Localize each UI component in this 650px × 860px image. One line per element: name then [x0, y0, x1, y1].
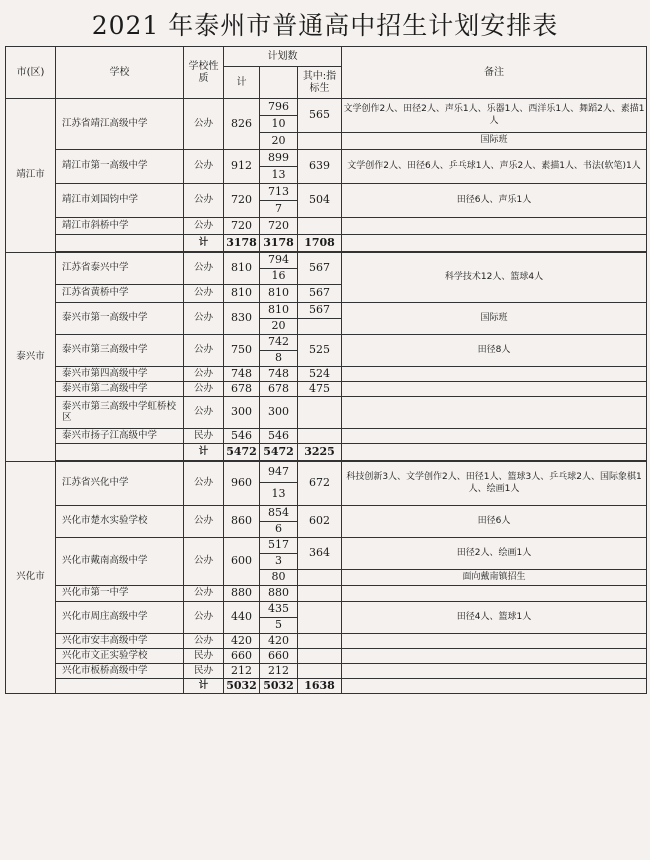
subtotal-label: 计	[184, 444, 224, 461]
plan-total: 300	[224, 397, 260, 429]
plan-part: 13	[260, 483, 298, 506]
table-row	[6, 150, 647, 167]
school-nature: 公办	[184, 218, 224, 235]
subtotal-quota: 1708	[298, 235, 342, 252]
school-name: 兴化市安丰高级中学	[56, 634, 184, 649]
table-row	[6, 99, 647, 116]
plan-total: 960	[224, 462, 260, 506]
plan-total: 748	[224, 367, 260, 382]
school-name: 泰兴市第二高级中学	[56, 382, 184, 397]
plan-part: 6	[260, 522, 298, 538]
plan-total: 212	[224, 664, 260, 679]
quota-count: 567	[298, 303, 342, 319]
header-nature: 学校性质	[184, 47, 224, 99]
subtotal-row	[6, 444, 647, 461]
school-nature: 公办	[184, 634, 224, 649]
school-nature: 民办	[184, 429, 224, 444]
table-row	[6, 462, 647, 483]
header-plan: 计划数	[224, 47, 342, 67]
subtotal-quota: 3225	[298, 444, 342, 461]
table-row	[6, 649, 647, 664]
school-name: 兴化市戴南高级中学	[56, 538, 184, 586]
district-jingjiang: 靖江市	[6, 99, 56, 253]
note-text: 文学创作2人、田径2人、声乐1人、乐器1人、西洋乐1人、舞蹈2人、素描1人	[342, 99, 647, 133]
table-row	[6, 303, 647, 319]
table-row	[6, 397, 647, 429]
school-name: 靖江市斜桥中学	[56, 218, 184, 235]
subtotal-label: 计	[184, 679, 224, 694]
plan-part: 794	[260, 253, 298, 269]
plan-part: 13	[260, 167, 298, 184]
school-nature: 民办	[184, 664, 224, 679]
note-text: 科学技术12人、篮球4人	[342, 253, 647, 303]
plan-part: 546	[260, 429, 298, 444]
plan-part: 212	[260, 664, 298, 679]
plan-total: 830	[224, 303, 260, 335]
plan-part: 810	[260, 303, 298, 319]
plan-total: 546	[224, 429, 260, 444]
table-row	[6, 367, 647, 382]
plan-part: 810	[260, 285, 298, 303]
plan-part: 713	[260, 184, 298, 201]
school-nature: 公办	[184, 586, 224, 602]
note-text: 文学创作2人、田径6人、乒乓球1人、声乐2人、素描1人、书法(软笔)1人	[342, 150, 647, 184]
header-plan-total: 计	[224, 67, 260, 99]
subtotal-part: 3178	[260, 235, 298, 252]
district-xinghua: 兴化市	[6, 462, 56, 694]
quota-count: 639	[298, 150, 342, 184]
school-name: 兴化市周庄高级中学	[56, 602, 184, 634]
plan-total: 720	[224, 184, 260, 218]
school-name: 兴化市楚水实验学校	[56, 506, 184, 538]
school-nature: 公办	[184, 285, 224, 303]
note-text: 国际班	[342, 133, 647, 150]
note-text: 田径6人、声乐1人	[342, 184, 647, 218]
school-nature: 公办	[184, 462, 224, 506]
school-nature: 公办	[184, 602, 224, 634]
quota-count: 504	[298, 184, 342, 218]
note-text: 田径2人、绘画1人	[342, 538, 647, 570]
school-name: 江苏省黄桥中学	[56, 285, 184, 303]
subtotal-total: 5472	[224, 444, 260, 461]
plan-total: 810	[224, 285, 260, 303]
plan-table-container	[5, 46, 647, 694]
header-district: 市(区)	[6, 47, 56, 99]
header-note: 备注	[342, 47, 647, 99]
table-row	[6, 253, 647, 269]
plan-part: 880	[260, 586, 298, 602]
plan-part: 300	[260, 397, 298, 429]
school-name: 靖江市第一高级中学	[56, 150, 184, 184]
school-name: 兴化市板桥高级中学	[56, 664, 184, 679]
plan-total: 678	[224, 382, 260, 397]
table-row	[6, 634, 647, 649]
header-school: 学校	[56, 47, 184, 99]
quota-count: 525	[298, 335, 342, 367]
table-row	[6, 335, 647, 351]
quota-count: 524	[298, 367, 342, 382]
school-nature: 民办	[184, 649, 224, 664]
school-nature: 公办	[184, 99, 224, 150]
plan-total: 420	[224, 634, 260, 649]
plan-part: 517	[260, 538, 298, 554]
note-text: 面向戴南镇招生	[342, 570, 647, 586]
quota-count: 602	[298, 506, 342, 538]
subtotal-part: 5472	[260, 444, 298, 461]
school-name: 靖江市刘国钧中学	[56, 184, 184, 218]
school-nature: 公办	[184, 150, 224, 184]
plan-part: 660	[260, 649, 298, 664]
table-row	[6, 664, 647, 679]
plan-part: 7	[260, 201, 298, 218]
quota-count: 364	[298, 538, 342, 570]
school-name: 泰兴市第三高级中学虹桥校区	[56, 397, 184, 429]
school-name: 兴化市第一中学	[56, 586, 184, 602]
subtotal-label: 计	[184, 235, 224, 252]
plan-part: 720	[260, 218, 298, 235]
table-row	[6, 382, 647, 397]
plan-total: 912	[224, 150, 260, 184]
table-row	[6, 184, 647, 201]
school-name: 江苏省泰兴中学	[56, 253, 184, 285]
quota-count: 672	[298, 462, 342, 506]
school-nature: 公办	[184, 382, 224, 397]
plan-part: 20	[260, 319, 298, 335]
school-name: 泰兴市扬子江高级中学	[56, 429, 184, 444]
note-text: 科技创新3人、文学创作2人、田径1人、篮球3人、乒乓球2人、国际象棋1人、绘画1人	[342, 462, 647, 506]
subtotal-total: 5032	[224, 679, 260, 694]
school-nature: 公办	[184, 506, 224, 538]
plan-part: 420	[260, 634, 298, 649]
note-text: 国际班	[342, 303, 647, 335]
plan-total: 810	[224, 253, 260, 285]
plan-part: 748	[260, 367, 298, 382]
plan-total: 750	[224, 335, 260, 367]
table-row	[6, 218, 647, 235]
school-name: 江苏省兴化中学	[56, 462, 184, 506]
subtotal-part: 5032	[260, 679, 298, 694]
plan-part: 10	[260, 116, 298, 133]
plan-part: 16	[260, 269, 298, 285]
subtotal-row	[6, 679, 647, 694]
plan-part: 5	[260, 618, 298, 634]
plan-total: 860	[224, 506, 260, 538]
district-taixing: 泰兴市	[6, 253, 56, 462]
enrollment-plan-table	[5, 46, 647, 694]
plan-part: 678	[260, 382, 298, 397]
school-name: 泰兴市第四高级中学	[56, 367, 184, 382]
page-title: 2021 年泰州市普通高中招生计划安排表	[91, 11, 559, 40]
plan-total: 440	[224, 602, 260, 634]
table-row	[6, 538, 647, 554]
plan-total: 600	[224, 538, 260, 586]
table-row	[6, 429, 647, 444]
plan-part: 796	[260, 99, 298, 116]
plan-part: 854	[260, 506, 298, 522]
school-nature: 公办	[184, 397, 224, 429]
school-nature: 公办	[184, 335, 224, 367]
plan-total: 826	[224, 99, 260, 150]
school-name: 兴化市文正实验学校	[56, 649, 184, 664]
table-row	[6, 602, 647, 618]
header-quota: 其中:指标生	[298, 67, 342, 99]
quota-count: 567	[298, 253, 342, 285]
plan-part: 899	[260, 150, 298, 167]
quota-count: 475	[298, 382, 342, 397]
subtotal-total: 3178	[224, 235, 260, 252]
plan-part: 435	[260, 602, 298, 618]
school-nature: 公办	[184, 253, 224, 285]
school-nature: 公办	[184, 303, 224, 335]
school-nature: 公办	[184, 367, 224, 382]
school-name: 江苏省靖江高级中学	[56, 99, 184, 150]
quota-count: 565	[298, 99, 342, 133]
plan-part: 20	[260, 133, 298, 150]
school-nature: 公办	[184, 538, 224, 586]
table-row	[6, 586, 647, 602]
table-row	[6, 506, 647, 522]
subtotal-quota: 1638	[298, 679, 342, 694]
school-nature: 公办	[184, 184, 224, 218]
plan-part: 3	[260, 554, 298, 570]
note-text: 田径8人	[342, 335, 647, 367]
plan-part: 742	[260, 335, 298, 351]
plan-total: 660	[224, 649, 260, 664]
subtotal-row	[6, 235, 647, 252]
plan-part: 8	[260, 351, 298, 367]
plan-part: 947	[260, 462, 298, 483]
plan-total: 880	[224, 586, 260, 602]
note-text: 田径6人	[342, 506, 647, 538]
school-name: 泰兴市第一高级中学	[56, 303, 184, 335]
plan-part: 80	[260, 570, 298, 586]
quota-count: 567	[298, 285, 342, 303]
plan-total: 720	[224, 218, 260, 235]
note-text: 田径4人、篮球1人	[342, 602, 647, 634]
school-name: 泰兴市第三高级中学	[56, 335, 184, 367]
